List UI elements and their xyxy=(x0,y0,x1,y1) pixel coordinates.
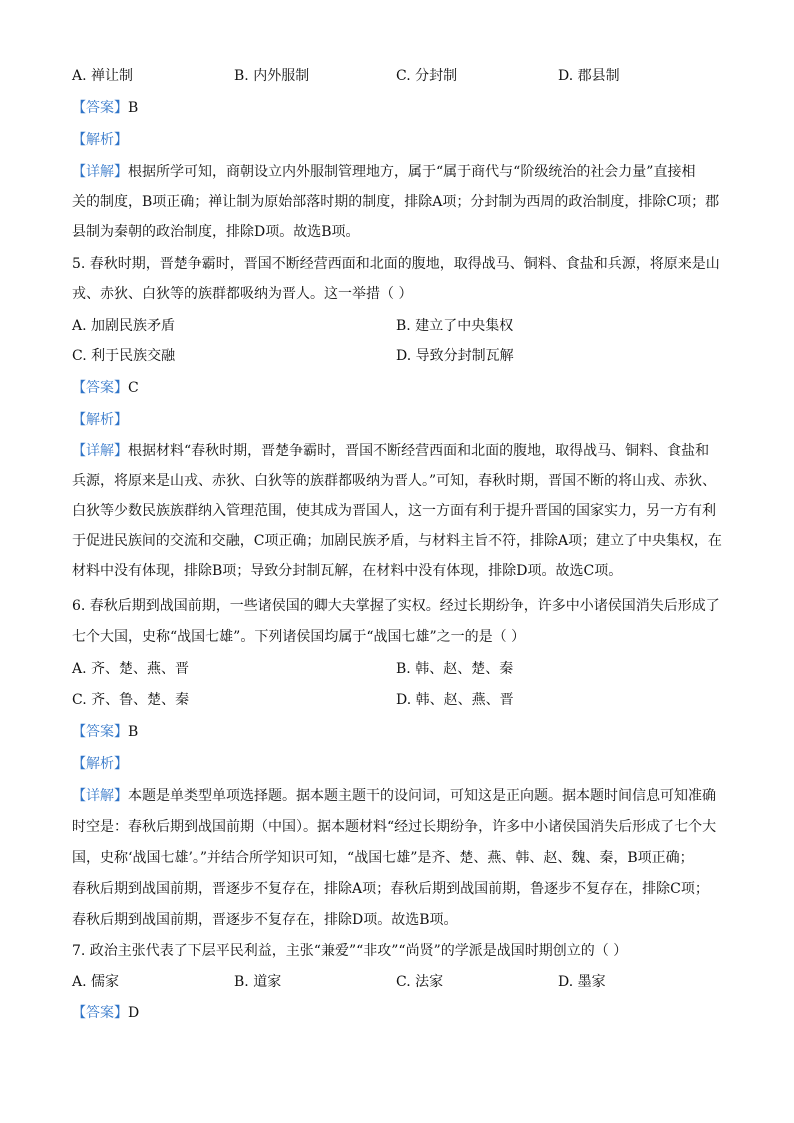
q5-detail-line: 兵源，将原来是山戎、赤狄、白狄等的族群都吸纳为晋人。”可知，春秋时期，晋国不断的将山戎、赤狄、 xyxy=(72,473,717,489)
q6-option-d: D. 韩、赵、燕、晋 xyxy=(396,692,514,708)
q6-stem-line: 6. 春秋后期到战国前期，一些诸侯国的卿大夫掌握了实权。经过长期纷争，许多中小诸侯国消失后形成了 xyxy=(72,598,720,614)
q6-detail-line: 春秋后期到战国前期，晋逐步不复存在，排除D项。故选B项。 xyxy=(72,912,458,928)
q5-option-d: D. 导致分封制瓦解 xyxy=(396,348,514,364)
q5-option-b: B. 建立了中央集权 xyxy=(396,318,514,334)
q4-option-b: B. 内外服制 xyxy=(234,68,310,84)
answer-value: D xyxy=(128,1005,140,1021)
q4-option-c: C. 分封制 xyxy=(396,68,458,84)
answer-tag: 【答案】 xyxy=(72,100,128,116)
q5-detail-line: 白狄等少数民族族群纳入管理范围，使其成为晋国人，这一方面有利于提升晋国的国家实力，另一方有利 xyxy=(72,503,716,519)
q6-stem-line: 七个大国，史称“战国七雄”。下列诸侯国均属于“战国七雄”之一的是（ ） xyxy=(72,629,526,645)
q6-answer xyxy=(72,722,722,742)
q4-option-a: A. 禅让制 xyxy=(72,68,134,84)
q5-option-c: C. 利于民族交融 xyxy=(72,348,176,364)
q7-answer xyxy=(72,1003,722,1023)
answer-value: C xyxy=(128,380,139,396)
q6-analysis-tag: 【解析】 xyxy=(72,756,128,772)
q5-detail-line: 【详解】根据材料“春秋时期，晋楚争霸时，晋国不断经营西面和北面的腹地，取得战马、铜料、食盐和 xyxy=(72,443,710,459)
q6-detail-line: 春秋后期到战国前期，晋逐步不复存在，排除A项；春秋后期到战国前期，鲁逐步不复存在，排除C项； xyxy=(72,881,709,897)
q7-stem-line: 7. 政治主张代表了下层平民利益，主张“兼爱”“非攻”“尚贤”的学派是战国时期创立的（ ） xyxy=(72,943,628,959)
q7-option-b: B. 道家 xyxy=(234,974,282,990)
q5-option-a: A. 加剧民族矛盾 xyxy=(72,318,176,334)
q6-option-a: A. 齐、楚、燕、晋 xyxy=(72,661,190,677)
q6-detail-line: 【详解】本题是单类型单项选择题。据本题主题干的设问词，可知这是正向题。据本题时间信息可知准确 xyxy=(72,788,716,804)
q5-detail-line: 于促进民族间的交流和交融，C项正确；加剧民族矛盾，与材料主旨不符，排除A项；建立了中央集权，在 xyxy=(72,533,722,549)
answer-tag: 【答案】 xyxy=(72,724,128,740)
detail-tag: 【详解】 xyxy=(72,788,128,804)
q5-analysis-tag: 【解析】 xyxy=(72,412,128,428)
answer-tag: 【答案】 xyxy=(72,380,128,396)
q6-detail-line: 国，史称‘战国七雄’。”并结合所学知识可知，“战国七雄”是齐、楚、燕、韩、赵、魏、秦，B项正确； xyxy=(72,850,694,866)
q7-option-c: C. 法家 xyxy=(396,974,444,990)
q5-stem-line: 戎、赤狄、白狄等的族群都吸纳为晋人。这一举措（ ） xyxy=(72,286,413,302)
q6-option-b: B. 韩、赵、楚、秦 xyxy=(396,661,514,677)
detail-tag: 【详解】 xyxy=(72,164,128,180)
q5-stem-line: 5. 春秋时期，晋楚争霸时，晋国不断经营西面和北面的腹地，取得战马、铜料、食盐和兵源，将原来是山 xyxy=(72,256,720,272)
q5-detail-line: 材料中没有体现，排除B项；导致分封制瓦解，在材料中没有体现，排除D项。故选C项。 xyxy=(72,563,623,579)
q4-option-d: D. 郡县制 xyxy=(558,68,620,84)
q4-analysis-tag: 【解析】 xyxy=(72,132,128,148)
answer-tag: 【答案】 xyxy=(72,1005,128,1021)
q4-detail-line: 【详解】根据所学可知，商朝设立内外服制管理地方，属于“属于商代与“阶级统治的社会力量”直接相 xyxy=(72,164,696,180)
q6-option-c: C. 齐、鲁、楚、秦 xyxy=(72,692,190,708)
q5-answer xyxy=(72,378,722,398)
q7-option-a: A. 儒家 xyxy=(72,974,120,990)
q4-answer xyxy=(72,98,722,118)
detail-tag: 【详解】 xyxy=(72,443,128,459)
answer-value: B xyxy=(128,100,139,116)
q7-option-d: D. 墨家 xyxy=(558,974,606,990)
q4-detail-line: 县制为秦朝的政治制度，排除D项。故选B项。 xyxy=(72,224,360,240)
q6-detail-line: 时空是：春秋后期到战国前期（中国）。据本题材料“经过长期纷争，许多中小诸侯国消失后形成了七个大 xyxy=(72,819,717,835)
q4-detail-line: 关的制度，B项正确；禅让制为原始部落时期的制度，排除A项；分封制为西周的政治制度，排除C项；郡 xyxy=(72,194,720,210)
answer-value: B xyxy=(128,724,139,740)
